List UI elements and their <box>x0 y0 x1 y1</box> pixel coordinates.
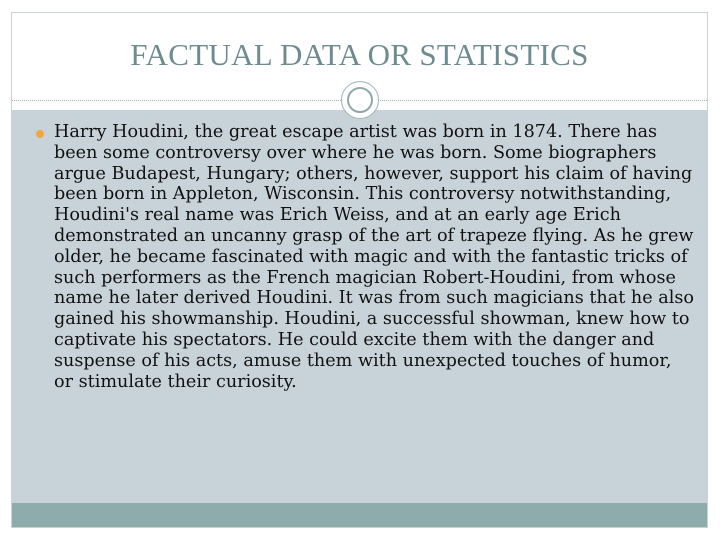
list-item <box>36 122 701 392</box>
bullet-list <box>36 122 701 392</box>
round-bullet-icon <box>36 130 44 138</box>
bullet-text: Harry Houdini, the great escape artist was born in 1874. There has been some controversy over where he was born. Some biographers argue Budapest, Hungary; others, however, support his claim of having been born in Appleton, Wisconsin. This controversy notwithstanding, Houdini's real name was Erich Weiss, and at an early age Erich demonstrated an uncanny grasp of the art of trapeze flying. As he grew older, he became fascinated with magic and with the fantastic tricks of such performers as the French magician Robert-Houdini, from whose name he later derived Houdini. It was from such magicians that he also gained his showmanship. Houdini, a successful showman, knew how to captivate his spectators. He could excite them with the danger and suspense of his acts, amuse them with unexpected touches of humor, or stimulate their curiosity. <box>54 122 694 392</box>
bottom-band <box>12 503 707 527</box>
slide-title: FACTUAL DATA OR STATISTICS <box>130 37 589 72</box>
inner-ring-icon <box>347 87 373 113</box>
double-ring-circle-icon <box>341 81 379 119</box>
